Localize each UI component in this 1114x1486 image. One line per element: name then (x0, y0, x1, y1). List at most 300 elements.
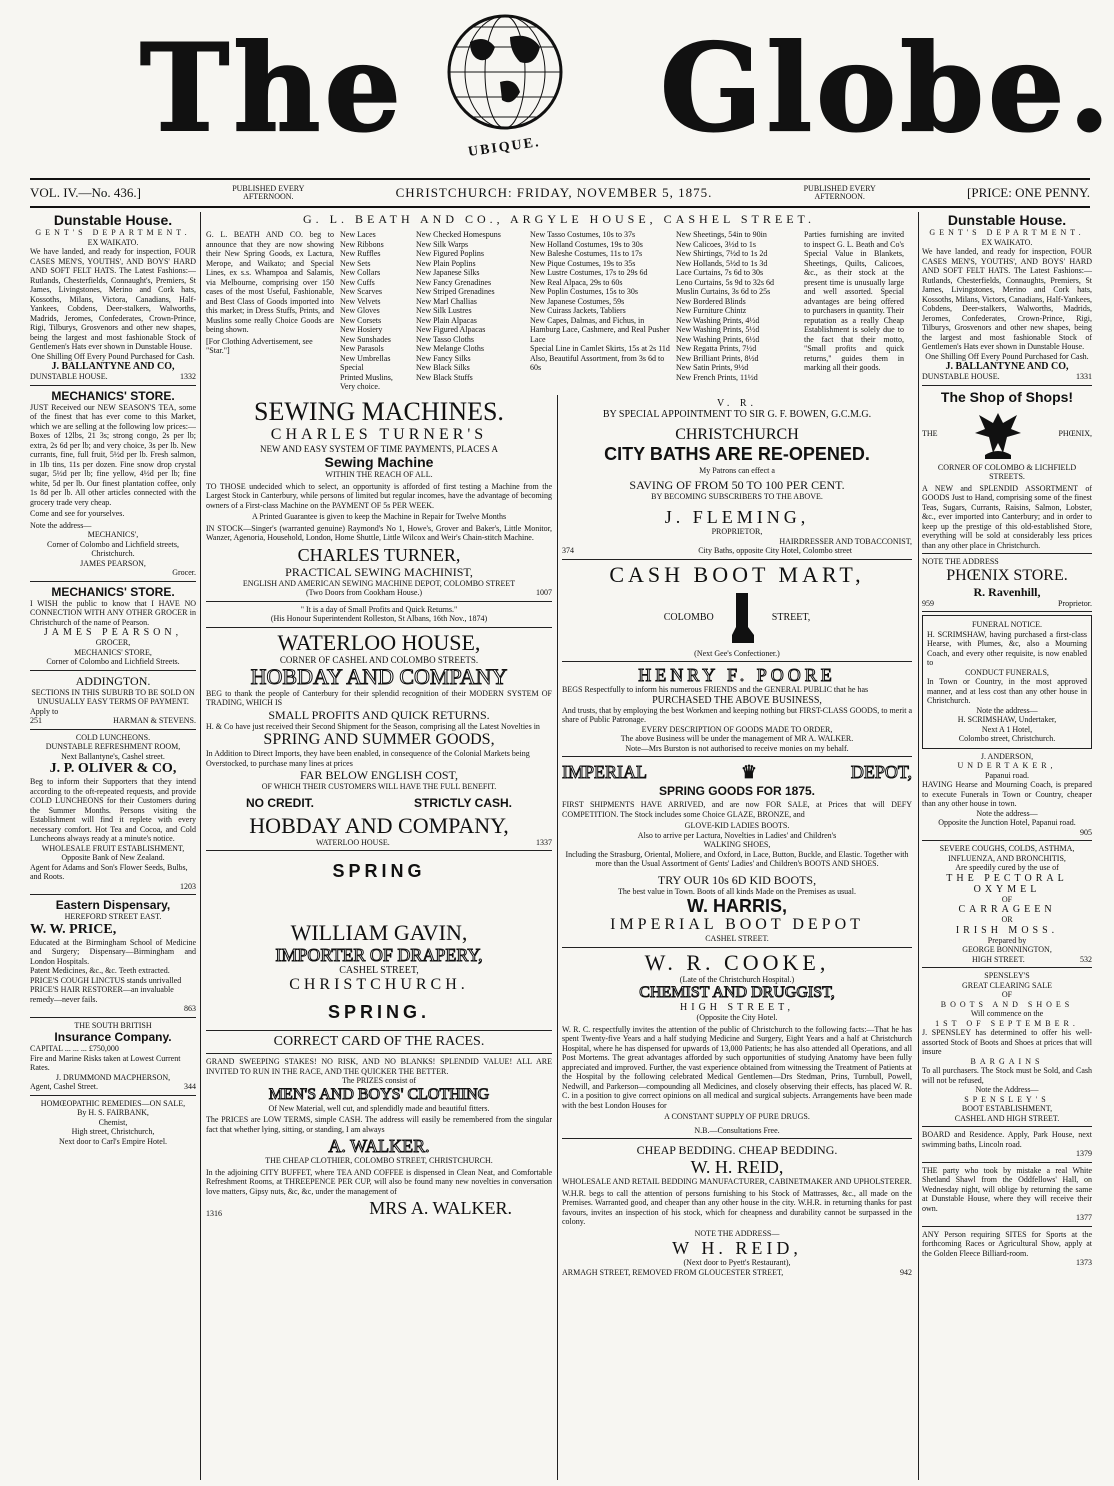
anderson-role: UNDERTAKER, (957, 761, 1057, 770)
beath-list-item: New Regatta Prints, 7½d (676, 344, 757, 353)
eastern-patent: Patent Medicines, &c., &c. Teeth extracted. (30, 966, 170, 975)
board-text: BOARD and Residence. Apply, Park House, next swimming baths, Lincoln road. (922, 1130, 1092, 1149)
sewing-reach: WITHIN THE REACH OF ALL. (325, 470, 433, 479)
boot-left: COLOMBO (663, 612, 714, 623)
baths-title: CITY BATHS ARE RE-OPENED. (604, 444, 870, 464)
beath-list-item: New Silk Warps (416, 239, 469, 249)
mechanics2-title: MECHANICS' STORE. (51, 584, 175, 599)
boot-right: STREET, (771, 612, 811, 623)
races-clothing: MEN'S AND BOYS' CLOTHING (268, 1085, 490, 1103)
place-date: CHRISTCHURCH: FRIDAY, NOVEMBER 5, 1875. (395, 185, 713, 200)
homeo-next: Next door to Carl's Empire Hotel. (58, 1136, 168, 1146)
boot-body: BEGS Respectfully to inform his numerous FRIENDS and the GENERAL PUBLIC that he has (562, 685, 869, 694)
column-rule (918, 212, 919, 1480)
insurance-pre: THE SOUTH BRITISH (74, 1020, 152, 1030)
races-clothier: THE CHEAP CLOTHIER, COLOMBO STREET, CHRISTCHURCH. (265, 1156, 493, 1165)
beath-list-item: New Black Silks (416, 363, 470, 372)
eastern-cough: PRICE'S COUGH LINCTUS stands unrivalled (30, 975, 182, 985)
baths-saving: SAVING OF FROM 50 TO 100 PER CENT. (629, 477, 845, 492)
spensley-body: J. SPENSLEY has determined to offer his well-assorted Stock of Boots and Shoes at prices that will insure (922, 1028, 1092, 1056)
waterloo-house: WATERLOO HOUSE. (316, 837, 390, 847)
races-prizes: The PRIZES consist of (342, 1076, 416, 1085)
reid-note: NOTE THE ADDRESS— (694, 1228, 780, 1238)
mechanics-corner: Corner of Colombo and Lichfield streets, Christchurch. (47, 539, 179, 558)
lunch-room: DUNSTABLE REFRESHMENT ROOM, (45, 742, 181, 751)
imperial-harris: W. HARRIS, (686, 896, 787, 916)
beath-list-item: New Gloves (340, 306, 380, 315)
beath-parties: Parties furnishing are invited to inspect G. L. Beath and Co's Special Value in Blankets, Sheetings, Quilts, Calicoes, &c., as their stock at the present time is unusually large and well assorted. Special advantages are being offered to purchasers in quantity. Their reputation as a really Cheap Establishment is solely due to the fact that their motto, "Small profits and quick returns," guides them in marking all their goods. (804, 230, 904, 372)
sewing-sys: NEW AND EASY SYSTEM OF TIME PAYMENTS, PLACES A (260, 444, 498, 454)
gavin-city: CHRISTCHURCH. (289, 976, 469, 993)
eastern-body: Educated at the Birmingham School of Medicine and Surgery; Dispensary—Birmingham and London Hospitals. (30, 937, 196, 966)
lunch-opp: Opposite Bank of New Zealand. (61, 853, 165, 862)
sewing-guarantee: A Printed Guarantee is given to keep the Machine in Repair for Twelve Months (251, 512, 507, 521)
dunstable-body: We have landed, and ready for inspection, FOUR CASES MEN'S, YOUTHS', AND BOYS' HARD AND SOFT FELT HATS. The Latest Fashions:— Rutlands, Chesterfields, Connaught's, Premiers, St James, Livingstones, Merino and Cork hats, Kossoths, Milans, Victora, Canadians, Half-Yankees, Cobdens, Deer-stalkers, Walworths, Madrids, Jeromes, Confederates, Crown-Prince, Rigi, Tilburys, Grosvenors and other new shapes, being the largest and most fashionable Stock of Gentlemen's Hats ever shown in Dunstable House. (30, 247, 196, 351)
beath-list-item: Muslin Curtains, 3s 6d to 25s (676, 287, 771, 296)
divider (922, 1162, 1092, 1163)
beath-list-item: New Sets (340, 258, 371, 268)
reid-name-2: W H. REID, (672, 1238, 802, 1258)
boot-title: CASH BOOT MART, (609, 561, 865, 587)
baths-sub: BY BECOMING SUBSCRIBERS TO THE ABOVE. (651, 491, 823, 501)
gavin-name: WILLIAM GAVIN, (290, 920, 468, 945)
imperial-depot: IMPERIAL BOOT DEPOT (610, 916, 864, 933)
mechanics-role: Grocer. (172, 568, 196, 577)
lunch-num: 1203 (180, 881, 196, 891)
beath-list-item: New Fancy Grenadines (416, 277, 492, 287)
funeral-title: FUNERAL NOTICE. (972, 620, 1042, 629)
beath-list-item: New Tasso Cloths (416, 334, 474, 344)
beath-list-2 (416, 230, 524, 392)
boot-purchased: PURCHASED THE ABOVE BUSINESS, (652, 694, 822, 706)
mechanics2-store: MECHANICS' STORE, (74, 647, 152, 657)
beath-list-item: New Baleshe Costumes, 11s to 17s (530, 249, 643, 258)
oxymel-of: OF (1001, 894, 1013, 904)
beath-list-item: New Hosiery (340, 325, 383, 334)
imperial-street: CASHEL STREET. (705, 934, 769, 943)
reid-num: 942 (900, 1267, 912, 1277)
insurance-body: Fire and Marine Risks taken at Lowest Current Rates. (30, 1053, 181, 1072)
oxymel-num: 532 (1080, 954, 1092, 964)
reid-cheap: CHEAP BEDDING. CHEAP BEDDING. (636, 1143, 838, 1157)
reid-next: (Next door to Pyett's Restaurant), (683, 1258, 791, 1267)
baths-name: J. FLEMING, (664, 507, 810, 527)
eastern-title: Eastern Dispensary, (55, 898, 171, 912)
cooke-late: (Late of the Christchurch Hospital.) (679, 974, 795, 984)
beath-list-item: New Hollands, 5½d to 1s 3d (676, 258, 768, 268)
mechanics2-role: GROCER, (95, 638, 131, 647)
oxymel-title: THE PECTORAL OXYMEL (946, 872, 1068, 895)
lunch-name: J. P. OLIVER & CO, (49, 761, 177, 776)
beath-list-item: New Cuffs (340, 277, 375, 287)
spensley-boots: BOOTS AND SHOES (940, 999, 1074, 1009)
beath-list-item: New French Prints, 11½d (676, 372, 758, 382)
divider (562, 661, 912, 662)
reid-role: WHOLESALE AND RETAIL BEDDING MANUFACTURER, CABINETMAKER AND UPHOLSTERER. (562, 1177, 912, 1186)
mechanics2-owner: JAMES PEARSON, (43, 627, 183, 638)
beath-list-item: New Figured Poplins (416, 249, 484, 258)
divider (922, 1126, 1092, 1127)
shop-body: A NEW and SPLENDID ASSORTMENT of GOODS Just to Hand, comprising some of the finest Teas, Sugars, Currants, Raisins, Salmon, Lobster, &c., ever imported into Canterbury; and in order to keep up the prestige of this old-established Store, everything will be sold at considerably less prices than any other place in Christchurch. (922, 483, 1092, 550)
cooke-role: CHEMIST AND DRUGGIST, (639, 984, 835, 1001)
divider (562, 1138, 912, 1139)
lunch-agent: Agent for Adams and Son's Flower Seeds, Bulbs, and Roots. (30, 862, 188, 881)
beath-list-item: New Marl Challias (416, 296, 477, 306)
beath-list-item: New Japanese Silks (416, 268, 480, 277)
baths-vr: V. R. (716, 398, 758, 409)
beath-list-item: Printed Muslins, (340, 372, 393, 382)
waterloo-body: BEG to thank the people of Canterbury for their splendid recognition of their MODERN SYSTEM OF TRADING, WHICH IS (206, 688, 552, 707)
oxymel-or: OR (1001, 915, 1013, 924)
boot-next: (Next Gee's Confectioner.) (694, 648, 780, 658)
divider (30, 1095, 196, 1096)
imperial-try: TRY OUR 10s 6D KID BOOTS, (657, 872, 817, 887)
races-num: 1316 (206, 1208, 222, 1218)
dateline (30, 178, 1090, 208)
beath-list-item: New Striped Grenadines (416, 287, 495, 296)
imperial-glove: GLOVE-KID LADIES BOOTS. (684, 821, 790, 830)
beath-list-item: New Washing Prints, 4½d (676, 315, 760, 325)
anderson-body: HAVING Hearse and Mourning Coach, is prepared to execute Funerals in Town or Country, cheaper than any other house in town. (922, 780, 1092, 808)
races-buffet: In the adjoining CITY BUFFET, where TEA AND COFFEE is dispensed in Clean Neat, and Comfortable Refreshment Rooms, at THREEPENCE PER CUP, will also be found many new novelties in conversation love matters, Gipsy nuts, &c, &c, under the management of (206, 1167, 552, 1196)
mechanics-owner: JAMES PEARSON, (80, 558, 146, 568)
beath-list-item: New Pique Costumes, 19s to 35s (530, 258, 636, 268)
sewing-body: TO THOSE undecided which to select, an opportunity is afforded of first testing a Machine from the Largest Stock in Canterbury, while persons of limited but regular incomes, have the advantage of becoming owners of a First-class Machine on the PAYMENT OF 5s PER WEEK. (206, 481, 552, 510)
price: [PRICE: ONE PENNY. (967, 185, 1090, 200)
eastern-hair: PRICE'S HAIR RESTORER—an invaluable remedy—never fails. (30, 985, 174, 1004)
oxymel-street: HIGH STREET. (972, 954, 1025, 964)
beath-list-item: New Washing Prints, 6½d (676, 334, 760, 344)
dunstable-note: One Shilling Off Every Pound Purchased for Cash. (31, 351, 195, 361)
divider (30, 385, 196, 386)
divider (562, 947, 912, 948)
sewing-num: 1007 (536, 588, 552, 597)
insurance-addr: Agent, Cashel Street. (30, 1082, 98, 1091)
anderson-road: Papanui road. (985, 770, 1029, 780)
beath-list-item: New Tasso Costumes, 10s to 37s (530, 230, 636, 239)
column-rule (200, 212, 201, 1480)
spring-heading-2: SPRING. (327, 1002, 430, 1022)
addington-apply: Apply to (30, 706, 59, 716)
races-mrs: MRS A. WALKER. (369, 1198, 512, 1218)
oxymel-by: GEORGE BONNINGTON, (962, 945, 1052, 954)
beath-intro: G. L. BEATH AND CO. beg to announce that they are now showing their New Spring Goods, ex Lactura, Merope, and Waikato; and Special Lines, ex s.s. Whampoa and Salamis, via Melbourne, comprising over 150 cases of the most Useful, Fashionable, and Best Class of Goods imported into this market; in Dress Stuffs, Prints, and Muslins some really Choice Goods are being shown. (206, 230, 334, 334)
divider (206, 850, 552, 851)
beath-list-item: New Satin Prints, 9½d (676, 363, 749, 372)
shawl-num: 1377 (1076, 1213, 1092, 1222)
beath-list-item: New Lustre Costumes, 17s to 29s 6d (530, 268, 648, 277)
baths-city: CHRISTCHURCH (675, 426, 799, 443)
reid-street: ARMAGH STREET, REMOVED FROM GLOUCESTER STREET, (562, 1267, 784, 1277)
waterloo-spring: SPRING AND SUMMER GOODS, (263, 731, 495, 748)
dunstable-firm: J. BALLANTYNE AND CO, (51, 361, 175, 372)
beath-list-item: Very choice. (340, 382, 380, 391)
waterloo-corner: CORNER OF CASHEL AND COLOMBO STREETS. (279, 654, 479, 665)
waterloo-recv: H. & Co have just received their Second Shipment for the Season, comprising all the Latest Novelties in (206, 721, 540, 731)
divider (206, 601, 552, 602)
divider (206, 1030, 552, 1031)
boot-icon (730, 591, 756, 645)
beath-list-1 (340, 230, 410, 392)
boot-note: Note—Mrs Burston is not authorised to receive monies on my behalf. (625, 743, 849, 753)
races-new: Of New Material, well cut, and splendidly made and beautiful fitters. (268, 1103, 490, 1113)
addington-body: SECTIONS IN THIS SUBURB TO BE SOLD ON UNUSUALLY EASY TERMS OF PAYMENT. (31, 687, 195, 706)
spensley-name: SPENSLEY'S (964, 1094, 1050, 1104)
imperial-spring: SPRING GOODS FOR 1875. (658, 784, 816, 798)
imperial-left: IMPERIAL (562, 762, 647, 782)
baths-prop: PROPRIETOR, (711, 527, 763, 536)
imperial-walking: WALKING SHOES, (703, 840, 771, 849)
shop-store: PHŒNIX STORE. (946, 566, 1068, 584)
published-right: PUBLISHED EVERY AFTERNOON. (803, 184, 876, 201)
mechanics-note: Note the address— (30, 520, 92, 530)
dunstable-ex: EX WAIKATO. (87, 237, 139, 247)
homeo-by: By H. S. FAIRBANK, (77, 1108, 149, 1117)
dunstable-addr: DUNSTABLE HOUSE. (30, 372, 108, 381)
baths-addr: City Baths, opposite City Hotel, Colombo street (698, 546, 852, 555)
masthead-title-left: The (140, 18, 405, 159)
gavin-street: CASHEL STREET, (339, 965, 419, 976)
dunstable2-title: Dunstable House. (947, 212, 1067, 228)
beath-list-item: New Scarves (340, 287, 382, 296)
beath-list-item: Lace Curtains, 7s 6d to 30s (676, 268, 764, 277)
beath-list-item: New Shirtings, 7½d to 1s 2d (676, 249, 768, 258)
homeo-role: Chemist, (98, 1117, 128, 1127)
waterloo-num: 1337 (536, 837, 552, 847)
quote-text: " It is a day of Small Profits and Quick Returns." (300, 604, 458, 614)
dunstable2-firm: J. BALLANTYNE AND CO, (945, 361, 1069, 372)
beath-list-item: New Velvets (340, 296, 381, 306)
shop-owner: R. Ravenhill, (973, 584, 1041, 599)
oxymel-carr: CARRAGEEN (958, 904, 1056, 915)
spensley-commence: Will commence on the (970, 1009, 1044, 1018)
cooke-opp: (Opposite the City Hotel. (696, 1013, 778, 1022)
divider (206, 627, 552, 628)
homeo-street: High street, Christchurch, (71, 1127, 155, 1136)
sewing-doors: (Two Doors from Cookham House.) (306, 588, 423, 597)
oxymel-cured: Are speedily cured by the use of (955, 863, 1059, 872)
races-prices: The PRICES are LOW TERMS, simple CASH. The address will easily be remembered from the singular fact that whether lying, sitting, or standing, I am always (206, 1115, 552, 1134)
dunstable-num: 1332 (180, 372, 196, 381)
dunstable2-num: 1331 (1076, 372, 1092, 381)
beath-list-item: New Ribbons (340, 239, 384, 249)
waterloo-direct: In Addition to Direct Imports, they have been enabled, in consequence of the Colonial Markets being Overstocked, to purchase many lines at prices (206, 749, 530, 768)
spensley-title: SPENSLEY'S (984, 971, 1030, 980)
baths-patrons: My Patrons can effect a (699, 466, 775, 475)
shop-num: 959 (922, 598, 934, 608)
divider (30, 581, 196, 582)
waterloo-far: FAR BELOW ENGLISH COST, (299, 768, 458, 782)
dunstable2-ex: EX WAIKATO. (981, 237, 1033, 247)
boot-trusts: And trusts, that by employing the best Workmen and keeping nothing but FIRST-CLASS GOODS, to merit a share of Public Patronage. (562, 705, 912, 724)
beath-list-item: New Sheetings, 54in to 90in (676, 230, 767, 239)
lunch-wholesale: WHOLESALE FRUIT ESTABLISHMENT, (41, 843, 185, 853)
dunstable2-addr: DUNSTABLE HOUSE. (922, 372, 1000, 381)
beath-list-item: New Bordered Blinds (676, 296, 746, 306)
funeral-street: Colombo street, Christchurch. (958, 734, 1056, 743)
divider (922, 840, 1092, 841)
beath-list-item: New Capes, Dalmas, and Fichus, in Hamburg Lace, Cashmere, and Real Pusher Lace (530, 315, 670, 344)
imperial-incl: Including the Strasburg, Oriental, Moliere, and Oxford, in Lace, Button, Buckle, and Elastic. Together with more than the Usual Assortment of Gents' Ladies' and Children's BOOTS AND SHOES. (565, 849, 909, 868)
beath-list-item: New Japanese Costumes, 59s (530, 296, 625, 306)
divider (922, 553, 1092, 554)
divider (30, 894, 196, 895)
insurance-capital: CAPITAL ... ... ... £750,000 (30, 1044, 119, 1053)
cooke-street: HIGH STREET, (680, 1002, 794, 1013)
masthead-title-right: Globe. (660, 18, 1114, 159)
sewing-depot: ENGLISH AND AMERICAN SEWING MACHINE DEPOT, COLOMBO STREET (242, 578, 516, 588)
addington-num: 251 (30, 716, 42, 725)
hobday-firm: HOBDAY AND COMPANY (250, 663, 508, 689)
sewing-turner: CHARLES TURNER'S (270, 426, 488, 443)
beath-list-item: New Real Alpaca, 29s to 60s (530, 277, 623, 287)
beath-list-item: New Ruffles (340, 249, 381, 258)
sewing-name: CHARLES TURNER, (297, 544, 461, 565)
phoenix-icon (973, 407, 1023, 461)
imperial-also: Also to arrive per Lactura, Novelties in Ladies' and Children's (637, 830, 837, 840)
waterloo-title: WATERLOO HOUSE, (277, 629, 481, 655)
divider (30, 1017, 196, 1018)
cooke-body: W. R. C. respectfully invites the attention of the public of Christchurch to the following facts:—That he has spent Twenty-five Years and a half studying Medicine and Surgery, Eight Years and a half at Christchurch Hospital, where he has dispensed for upwards of 13,000 Patients; he has also attended all Operations, and all Post Mortems. The great advantages afforded by such opportunities of studying Anatomy have been fully appreciated and improved. Further, the vast experience obtained from witnessing the Treatment of Patients at the Hospital by the following celebrated Medical Gentlemen—Drs Stedman, Prins, Turnbull, Powell, Nedwill, and Parkerson—compounding all Medicines, and closely observing their effects, has placed W. R. C. in a position to give correct opinions on all medical and surgical subjects. Arrangements have been made with the best London Houses for (562, 1024, 912, 1110)
anderson-num: 905 (1080, 827, 1092, 837)
beath-list-item: New Sunshades (340, 334, 391, 344)
dunstable2-body: We have landed, and ready for inspection, FOUR CASES MEN'S, YOUTHS', AND BOYS' HARD AND SOFT FELT HATS. The Latest Fashions:— Rutlands, Chesterfields, Connaughts, Premiers, St James, Livingstones, Merino and Cork hats, Kossoths, Milans, Victors, Canadians, Half-Yankees, Cobdens, Deer-stalkers, Walworths, Madrids, Jeromes, Confederates, Crown-Prince, Rigi, Tilburys, Grosvenors and other new shapes, being the largest and most fashionable Stock of Gentlemen's Hats ever shown in Dunstable House. (922, 247, 1092, 351)
crown-icon: ♛ (740, 762, 757, 782)
beath-list-item: New Poplin Costumes, 15s to 30s (530, 287, 639, 296)
imperial-body: FIRST SHIPMENTS HAVE ARRIVED, and are now FOR SALE, at Prices that will DEFY COMPETITION. The Stock includes some Choice GLAZE, BRONZE, and (562, 800, 912, 819)
beath-list-item: New Laces (340, 230, 376, 239)
lunch-title: COLD LUNCHEONS. (75, 732, 151, 742)
spensley-addr: CASHEL AND HIGH STREET. (954, 1113, 1060, 1123)
beath-list-item: New Furniture Chintz (676, 306, 747, 315)
shop-note: NOTE THE ADDRESS (922, 557, 999, 566)
beath-list-item: New Parasols (340, 344, 384, 353)
spensley-of: OF (1001, 990, 1013, 999)
column-1 (30, 212, 196, 1482)
funeral-note: Note the address— (976, 705, 1038, 715)
funeral-next: Next A 1 Hotel, (981, 724, 1033, 734)
beath-list-item: New Figured Alpacas (416, 325, 486, 334)
spensley-sale: GREAT CLEARING SALE (961, 980, 1053, 990)
cooke-name: W. R. COOKE, (644, 949, 830, 975)
funeral-body2: In Town or Country, in the most approved manner, and at less cost than any other house in Christchurch. (927, 677, 1087, 705)
baths-num: 374 (562, 546, 574, 555)
beath-list-item: New Fancy Silks (416, 353, 471, 363)
column-4 (922, 212, 1092, 1482)
beath-list-item: New Melange Cloths (416, 344, 484, 353)
oxymel-moss: IRISH MOSS. (955, 924, 1059, 936)
lunch-next: Next Ballantyne's, Cashel street. (61, 751, 165, 761)
races-walker: A. WALKER. (328, 1136, 430, 1156)
shop-title: The Shop of Shops! (940, 388, 1074, 405)
column-2 (206, 398, 552, 1482)
waterloo-motto: SMALL PROFITS AND QUICK RETURNS. (268, 707, 490, 722)
dunstable-dept: GENT'S DEPARTMENT. (35, 228, 191, 237)
boot-name: HENRY F. POORE (638, 665, 836, 685)
beath-list-item: New Corsets (340, 315, 382, 325)
gavin-role: IMPORTER OF DRAPERY, (275, 945, 483, 965)
reid-name: W. H. REID, (690, 1157, 784, 1177)
divider (922, 1226, 1092, 1227)
beath-list-item: New Collars (340, 268, 381, 277)
mechanics-name: MECHANICS', (87, 530, 139, 539)
masthead-motto: UBIQUE. (467, 135, 542, 160)
beath-list-item: New Checked Homespuns (416, 230, 501, 239)
beath-list-item: New Black Stuffs (416, 372, 473, 382)
insurance-num: 344 (184, 1082, 196, 1091)
spensley-date: 1ST OF SEPTEMBER. (935, 1018, 1079, 1028)
insurance-title: Insurance Company. (54, 1030, 172, 1044)
funeral-body: H. SCRIMSHAW, having purchased a first-class Hearse, with Plumes, &c, also a Mourning Coach, and every other requisite, is now enabled to (927, 629, 1087, 667)
spensley-est: BOOT ESTABLISHMENT, (961, 1104, 1053, 1113)
spensley-bargains: BARGAINS (970, 1056, 1044, 1066)
spring-heading-1: SPRING (332, 861, 426, 881)
addington-title: ADDINGTON. (75, 673, 151, 688)
beath-list-item: Leno Curtains, 5s 9d to 32s 6d (676, 277, 774, 287)
sewing-role: PRACTICAL SEWING MACHINIST, (285, 564, 473, 579)
funeral-name: H. SCRIMSHAW, Undertaker, (957, 715, 1057, 724)
divider (922, 611, 1092, 612)
beath-list-item: Special (340, 363, 364, 372)
sites-num: 1373 (1076, 1258, 1092, 1267)
beath-list-item: New Cuirass Jackets, Tabliers (530, 306, 626, 315)
oxymel-prep: Prepared by (987, 935, 1027, 945)
eastern-name: W. W. PRICE, (30, 921, 117, 937)
beath-list-3 (530, 230, 670, 392)
beath-advert (206, 212, 912, 392)
races-body: GRAND SWEEPING STAKES! NO RISK, AND NO BLANKS! SPLENDID VALUE! ALL ARE INVITED TO RUN IN THE RACE, AND THE QUICKER THE BETTER. (206, 1057, 552, 1076)
cooke-supply: A CONSTANT SUPPLY OF PURE DRUGS. (664, 1112, 810, 1121)
mechanics-body: JUST Received our NEW SEASON'S TEA, some of the finest that has ever come to this Market, which we are selling at the following low prices:— Boxes of 12lbs, 21 3s; strong congo, 2s per lb; extra, 2s 6d per lb; and very choice, 3s per lb. New currants, fine, full fruit, 5½d per lb. Fresh salmon, in 1lb tins, 11s per dozen. Fine snow drop crystal sugar, 5½d per lb; fine yellow, 4½d per lb; fine white, 5d per lb. Our finest plantation coffee, only 1s 8d per lb. All other articles connected with the grocery trade very cheap. (30, 402, 196, 507)
column-rule (557, 395, 558, 1480)
dunstable2-note: One Shilling Off Every Pound Purchased for Cash. (925, 351, 1089, 361)
waterloo-nocredit: NO CREDIT. (246, 795, 315, 810)
eastern-street: HEREFORD STREET EAST. (64, 912, 162, 921)
races-title: CORRECT CARD OF THE RACES. (273, 1034, 485, 1049)
beath-list-item: New Brilliant Prints, 8½d (676, 353, 759, 363)
anderson-note: Note the address— (976, 808, 1038, 818)
addington-firm: HARMAN & STEVENS. (113, 716, 196, 725)
spensley-note: Note the Address— (975, 1085, 1039, 1094)
beath-list-item: New Silk Lustres (416, 306, 472, 315)
shawl-text: THE party who took by mistake a real White Shetland Shawl from the Oddfellows' Hall, on Wednesday night, will oblige by returning the same at Dunstable House, where they will receive their own. (922, 1165, 1092, 1213)
divider (562, 559, 912, 560)
beath-list-item: Also, Beautiful Assortment, from 3s 6d to 60s (530, 353, 665, 372)
baths-role: HAIRDRESSER AND TOBACCONIST, (779, 536, 912, 546)
sites-text: ANY Person requiring SITES for Sports at the forthcoming Races or Agricultural Show, apply at the Golden Fleece Billiard-room. (922, 1229, 1092, 1258)
divider (30, 670, 196, 671)
beath-list-item: Special Line in Camlet Skirts, 15s at 2s 11d (530, 344, 670, 353)
dunstable2-dept: GENT'S DEPARTMENT. (929, 228, 1085, 237)
published-left: PUBLISHED EVERY AFTERNOON. (232, 184, 305, 201)
mechanics-title: MECHANICS' STORE. (51, 388, 175, 403)
quote-by: (His Honour Superintendent Rolleston, St Albans, 16th Nov., 1874) (270, 614, 488, 623)
divider (206, 1053, 552, 1054)
beath-list-item: New Calicoes, 3½d to 1s (676, 239, 756, 249)
insurance-agent: J. DRUMMOND MACPHERSON, (55, 1072, 171, 1082)
volume-number: VOL. IV.—No. 436.] (30, 185, 141, 200)
spensley-body2: To all purchasers. The Stock must be Sold, and Cash will not be refused, (922, 1066, 1092, 1085)
column-3 (562, 398, 912, 1482)
oxymel-head: SEVERE COUGHS, COLDS, ASTHMA, INFLUENZA, AND BRONCHITIS, (939, 844, 1075, 863)
eastern-num: 863 (184, 1004, 196, 1013)
dunstable-title: Dunstable House. (53, 212, 173, 228)
shop-left: THE (922, 428, 938, 438)
shop-role: Proprietor. (1058, 598, 1092, 608)
homeo-title: HOMŒOPATHIC REMEDIES—ON SALE, (40, 1098, 186, 1108)
waterloo-cash: STRICTLY CASH. (413, 795, 512, 810)
shop-corner: CORNER OF COLOMBO & LICHFIELD STREETS. (937, 462, 1077, 481)
